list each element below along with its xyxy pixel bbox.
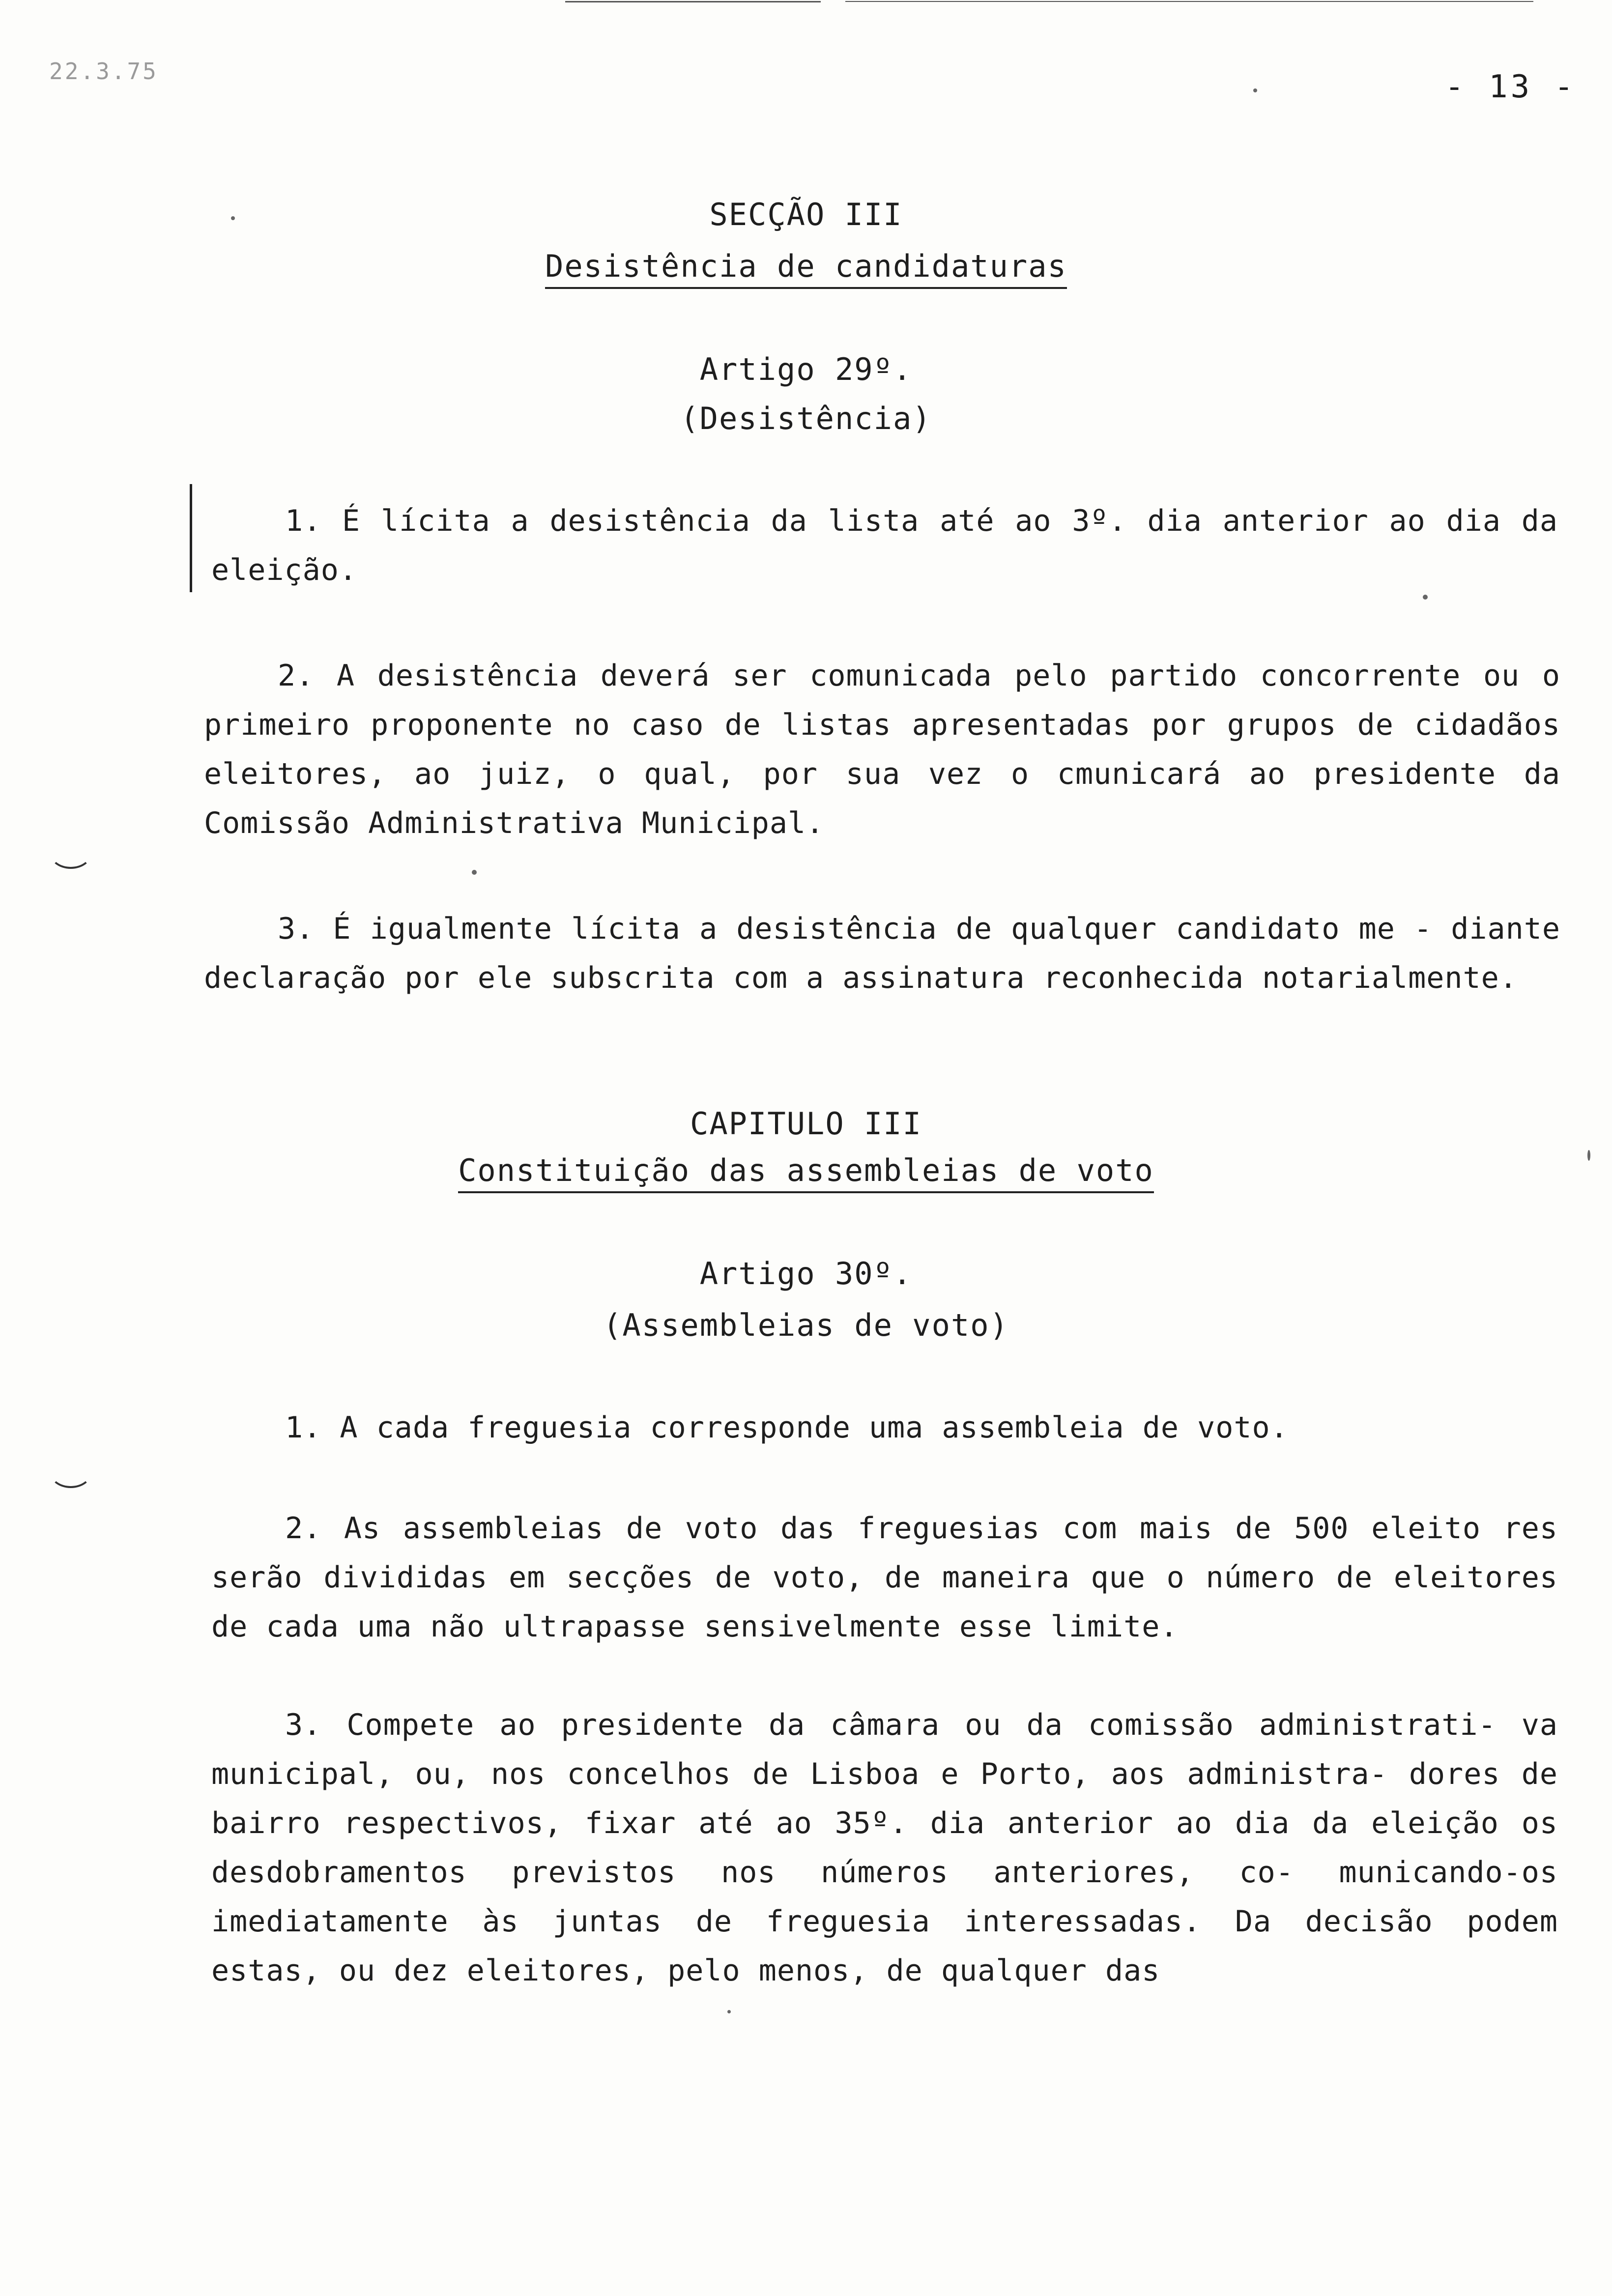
paragraph-text: 3. Compete ao presidente da câmara ou da comissão administrati- va municipal, ou, nos concelhos de Lisboa e Porto, aos administra- dores de bairro respectivos, fixar até ao 35º. dia anterior ao dia da eleição os desdobramentos previstos nos números anteriores, co- municando-os imediatamente às juntas de freguesia interessadas. Da decisão podem estas, ou dez eleitores, pelo menos, de qualquer das [211,1708,1558,1988]
scan-curve-mark [49,1455,92,1488]
archive-stamp: 22.3.75 [49,58,158,85]
paragraph-text: 3. É igualmente lícita a desistência de qualquer candidato me - diante declaração por ele subscrita com a assinatura reconhecida notarialmente. [204,912,1560,995]
chapter-heading: CAPITULO III [690,1106,922,1142]
scan-speck [1253,88,1257,92]
paragraph-text: 1. A cada freguesia corresponde uma assembleia de voto. [285,1410,1289,1445]
scan-speck [472,870,477,875]
scan-curve-mark [49,835,92,869]
scan-top-rule [565,1,821,2]
scan-speck [727,2010,731,2013]
article-29-paragraph-1 [211,496,1558,595]
article-30-title: (Assembleias de voto) [603,1307,1009,1343]
article-29-title: (Desistência) [680,401,932,436]
margin-mark [190,484,192,592]
paragraph-text: 2. As assembleias de voto das freguesias com mais de 500 eleito res serão divididas em secções de voto, de maneira que o número de eleitores de cada uma não ultrapasse sensivelmente esse limite. [211,1511,1558,1644]
paragraph-text: 1. É lícita a desistência da lista até ao 3º. dia anterior ao dia da eleição. [211,504,1558,587]
scan-top-rule-right [845,1,1533,2]
scan-speck [1423,595,1428,600]
chapter-subtitle: Constituição das assembleias de voto [458,1152,1154,1193]
article-30-paragraph-2 [211,1504,1558,1651]
article-29-paragraph-3 [204,904,1560,1003]
chapter-subtitle-row [0,1152,1612,1193]
section-subtitle-row [0,248,1612,289]
article-29-paragraph-2 [204,651,1560,848]
article-30-number: Artigo 30º. [699,1256,913,1292]
section-subtitle: Desistência de candidaturas [545,248,1067,289]
article-29-number: Artigo 29º. [699,351,913,387]
article-30-paragraph-3 [211,1700,1558,1995]
paragraph-text: 2. A desistência deverá ser comunicada pelo partido concorrente ou o primeiro proponente no caso de listas apresentadas por grupos de cidadãos eleitores, ao juiz, o qual, por sua vez o cmunicará ao presidente da Comissão Administrativa Municipal. [204,659,1560,840]
page-number: - 13 - [1445,69,1577,105]
section-heading: SECÇÃO III [709,197,903,232]
article-30-paragraph-1 [211,1403,1558,1452]
